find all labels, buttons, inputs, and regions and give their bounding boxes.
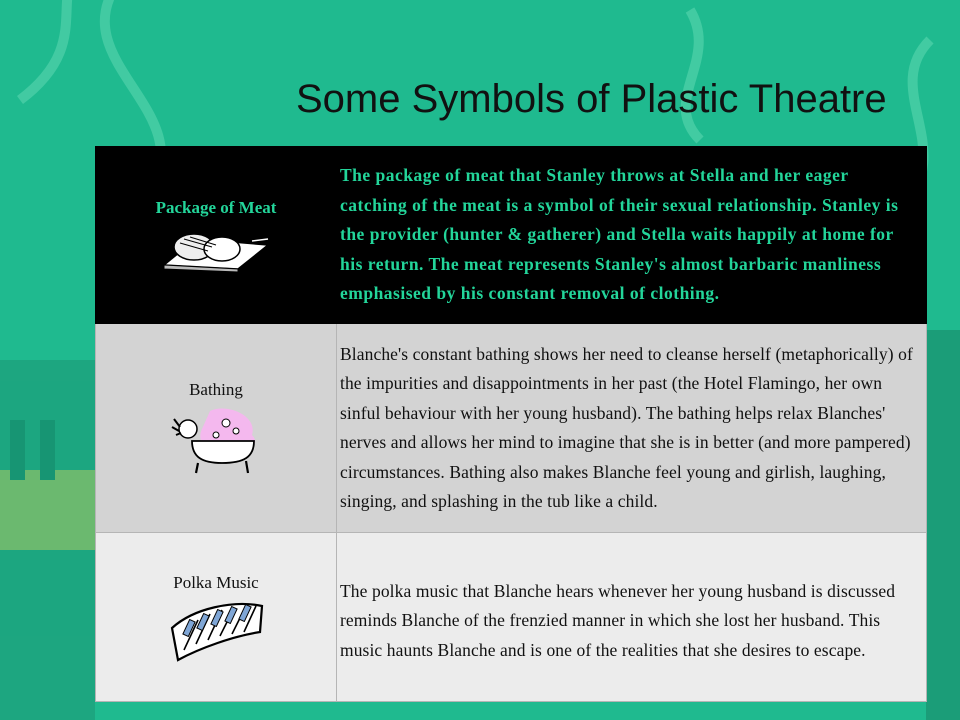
table-row (96, 324, 927, 533)
symbol-description: Blanche's constant bathing shows her need to cleanse herself (metaphorically) of the impurities and disappointments in her past (the Hotel Flamingo, her own sinful behaviour with her young husband). The bathing helps relax Blanches' nerves and allows her mind to imagine that she is in better (and more pampered) circumstances. Bathing also makes Blanche feel young and girlish, laughing, singing, and splashing in the tub like a child. (340, 343, 913, 511)
symbol-description: The package of meat that Stanley throws at Stella and her eager catching of the meat is a symbol of their sexual relationship. Stanley is the provider (hunter & gatherer) and Stella waits happily at home for his return. The meat represents Stanley's almost barbaric manliness emphasised by his constant removal of clothing. (340, 165, 899, 304)
table-row (96, 147, 927, 324)
symbol-cell (96, 324, 337, 533)
description-cell (337, 533, 927, 702)
symbols-table (95, 146, 927, 702)
table-row (96, 533, 927, 702)
symbol-name: Bathing (189, 380, 243, 399)
symbol-name: Package of Meat (155, 198, 277, 217)
symbol-name: Polka Music (173, 573, 259, 592)
piano-keys-icon (164, 598, 268, 662)
meat-package-icon (160, 225, 272, 273)
slide-title: Some Symbols of Plastic Theatre (296, 77, 887, 121)
symbol-cell (96, 147, 337, 324)
description-cell (337, 147, 927, 324)
symbol-description: The polka music that Blanche hears whenever her young husband is discussed reminds Blanche of the frenzied manner in which she lost her husband. This music haunts Blanche and is one of the realities that she desires to escape. (340, 580, 896, 660)
bathtub-icon (166, 405, 266, 477)
description-cell (337, 324, 927, 533)
symbol-cell (96, 533, 337, 702)
